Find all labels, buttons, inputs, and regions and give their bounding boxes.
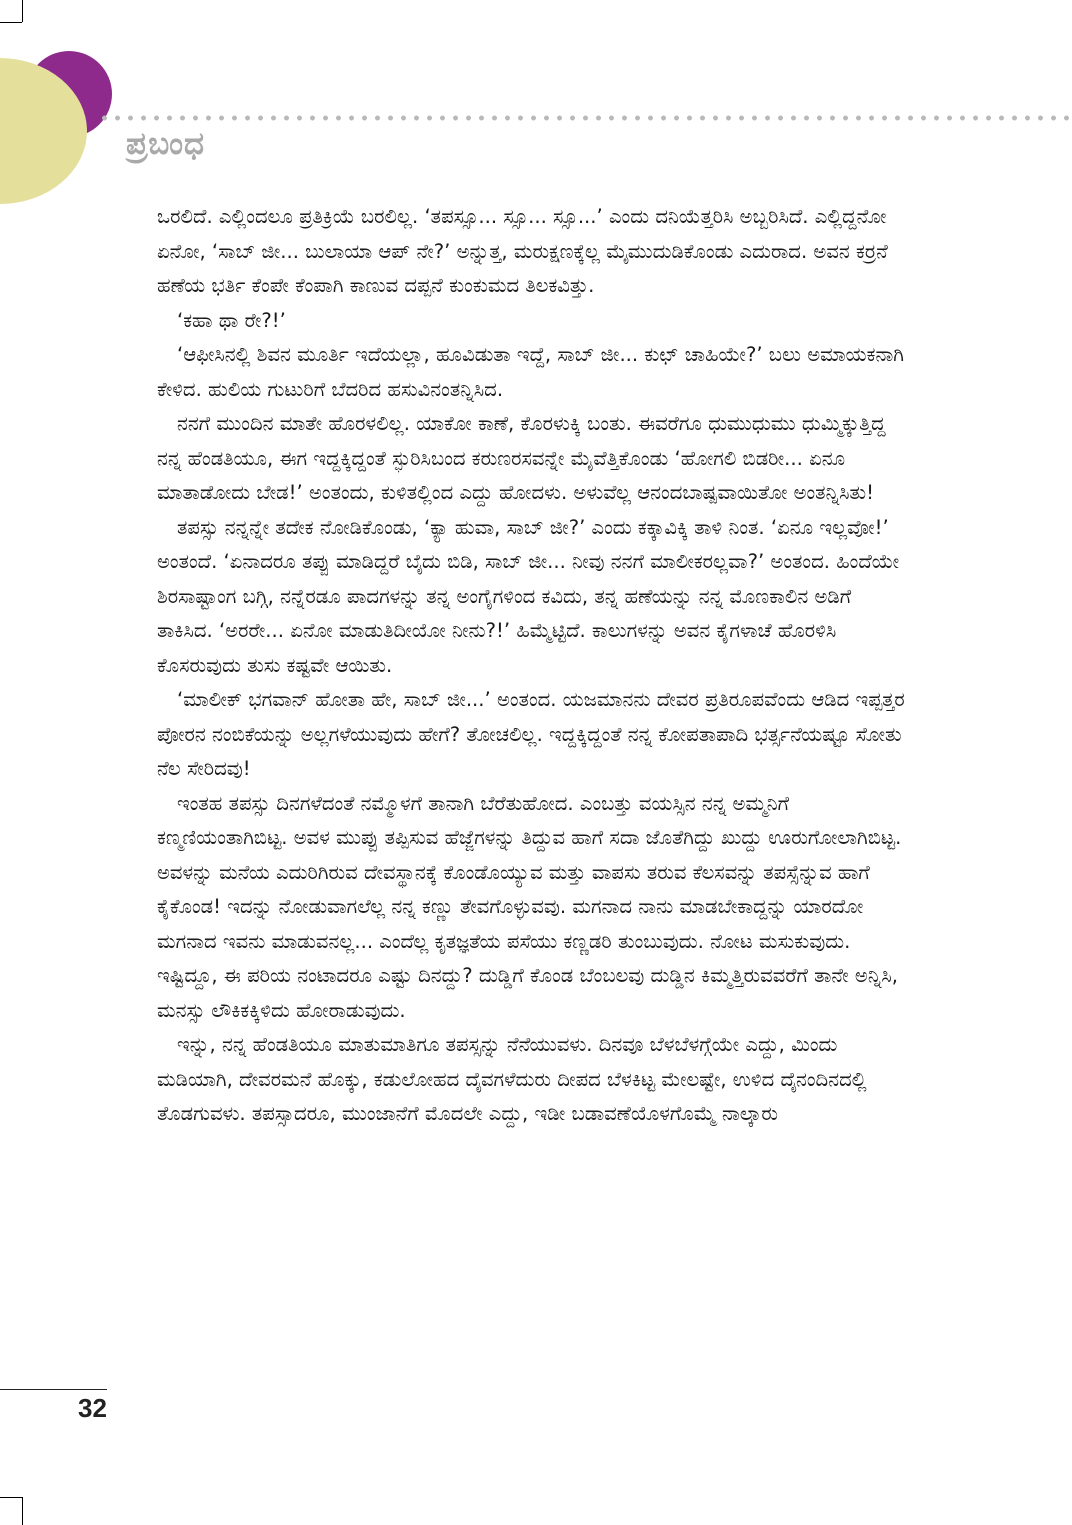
page-number: 32 xyxy=(78,1393,107,1423)
dotted-header-rule xyxy=(98,113,1072,123)
paragraph: ಇನ್ನು, ನನ್ನ ಹೆಂಡತಿಯೂ ಮಾತುಮಾತಿಗೂ ತಪಸ್ಸನ್ನು ನೆನೆಯುವಳು. ದಿನವೂ ಬೆಳಬೆಳಗ್ಗೆಯೇ ಎದ್ದು, ಮಿಂದು ಮಡಿಯಾಗಿ, ದೇವರಮನೆ ಹೊಕ್ಕು, ಕಡುಲೋಹದ ದೈವಗಳೆದುರು ದೀಪದ ಬೆಳಕಿಟ್ಟ ಮೇಲಷ್ಟೇ, ಉಳಿದ ದೈನಂದಿನದಲ್ಲಿ ತೊಡಗುವಳು. ತಪಸ್ಸಾದರೂ, ಮುಂಜಾನೆಗೆ ಮೊದಲೇ ಎದ್ದು, ಇಡೀ ಬಡಾವಣೆಯೊಳಗೊಮ್ಮೆ ನಾಲ್ಕಾರು xyxy=(157,1033,867,1125)
paragraph: ‘ಆಫೀಸಿನಲ್ಲಿ ಶಿವನ ಮೂರ್ತಿ ಇದೆಯಲ್ಲಾ, ಹೂವಿಡುತಾ ಇದ್ದೆ, ಸಾಬ್ ಜೀ... ಕುಛ್ ಚಾಹಿಯೇ?’ ಬಲು ಅಮಾಯಕನಾಗಿ ಕೇಳಿದ. ಹುಲಿಯ ಗುಟುರಿಗೆ ಬೆದರಿದ ಹಸುವಿನಂತನ್ನಿಸಿದ. xyxy=(157,343,905,401)
paragraph: ಒರಲಿದೆ. ಎಲ್ಲಿಂದಲೂ ಪ್ರತಿಕ್ರಿಯೆ ಬರಲಿಲ್ಲ. ‘ತಪಸ್ಸೂ... ಸ್ಸೂ... ಸ್ಸೂ...’ ಎಂದು ದನಿಯೆತ್ತರಿಸಿ ಅಬ್ಬರಿಸಿದೆ. ಎಲ್ಲಿದ್ದನೋ ಏನೋ, ‘ಸಾಬ್ ಜೀ... ಬುಲಾಯಾ ಆಪ್ ನೇ?’ ಅನ್ನುತ್ತ, ಮರುಕ್ಷಣಕ್ಕೆಲ್ಲ ಮೈಮುದುಡಿಕೊಂಡು ಎದುರಾದ. ಅವನ ಕರ್ರನೆ ಹಣೆಯ ಭರ್ತಿ ಕೆಂಪೇ ಕೆಂಪಾಗಿ ಕಾಣುವ ದಪ್ಪನೆ ಕುಂಕುಮದ ತಿಲಕವಿತ್ತು. xyxy=(157,205,888,297)
paragraph: ‘ಮಾಲೀಕ್ ಭಗವಾನ್ ಹೋತಾ ಹೇ, ಸಾಬ್ ಜೀ...’ ಅಂತಂದ. ಯಜಮಾನನು ದೇವರ ಪ್ರತಿರೂಪವೆಂದು ಆಡಿದ ಇಪ್ಪತ್ತರ ಪೋರನ ನಂಬಿಕೆಯನ್ನು ಅಲ್ಲಗಳೆಯುವುದು ಹೇಗೆ? ತೋಚಲಿಲ್ಲ. ಇದ್ದಕ್ಕಿದ್ದಂತೆ ನನ್ನ ಕೋಪತಾಪಾದಿ ಭರ್ತ್ಸನೆಯಷ್ಟೂ ಸೋತು ನೆಲ ಸೇರಿದವು! xyxy=(157,688,905,780)
article-body xyxy=(157,200,912,1132)
section-title: ಪ್ರಬಂಧ xyxy=(126,126,205,162)
paragraph: ಇಂತಹ ತಪಸ್ಸು ದಿನಗಳೆದಂತೆ ನಮ್ಮೊಳಗೆ ತಾನಾಗಿ ಬೆರೆತುಹೋದ. ಎಂಬತ್ತು ವಯಸ್ಸಿನ ನನ್ನ ಅಮ್ಮನಿಗೆ ಕಣ್ಮಣಿಯಂತಾಗಿಬಿಟ್ಟ. ಅವಳ ಮುಪ್ಪು ತಪ್ಪಿಸುವ ಹೆಜ್ಜೆಗಳನ್ನು ತಿದ್ದುವ ಹಾಗೆ ಸದಾ ಜೊತೆಗಿದ್ದು ಖುದ್ದು ಊರುಗೋಲಾಗಿಬಿಟ್ಟ. ಅವಳನ್ನು ಮನೆಯ ಎದುರಿಗಿರುವ ದೇವಸ್ಥಾನಕ್ಕೆ ಕೊಂಡೊಯ್ಯುವ ಮತ್ತು ವಾಪಸು ತರುವ ಕೆಲಸವನ್ನು ತಪಸ್ಸೆನ್ನುವ ಹಾಗೆ ಕೈಕೊಂಡ! ಇದನ್ನು ನೋಡುವಾಗಲೆಲ್ಲ ನನ್ನ ಕಣ್ಣು ತೇವಗೊಳ್ಳುವವು. ಮಗನಾದ ನಾನು ಮಾಡಬೇಕಾದ್ದನ್ನು ಯಾರದೋ ಮಗನಾದ ಇವನು ಮಾಡುವನಲ್ಲ... ಎಂದೆಲ್ಲ ಕೃತಜ್ಞತೆಯ ಪಸೆಯು ಕಣ್ಣಡರಿ ತುಂಬುವುದು. ನೋಟ ಮಸುಕುವುದು. ಇಷ್ಟಿದ್ದೂ, ಈ ಪರಿಯ ನಂಟಾದರೂ ಎಷ್ಟು ದಿನದ್ದು? ದುಡ್ಡಿಗೆ ಕೊಂಡ ಬೆಂಬಲವು ದುಡ್ಡಿನ ಕಿಮ್ಮತ್ತಿರುವವರೆಗೆ ತಾನೇ ಅನ್ನಿಸಿ, ಮನಸ್ಸು ಲೌಕಿಕಕ್ಕಿಳಿದು ಹೋರಾಡುವುದು. xyxy=(157,791,902,1022)
page-number-rule xyxy=(0,1389,107,1390)
crop-mark-top-h xyxy=(0,22,22,23)
crop-mark-bottom xyxy=(22,1497,23,1525)
crop-mark-top xyxy=(22,0,23,22)
crop-mark-bottom-h xyxy=(0,1497,22,1498)
paragraph: ನನಗೆ ಮುಂದಿನ ಮಾತೇ ಹೊರಳಲಿಲ್ಲ. ಯಾಕೋ ಕಾಣೆ, ಕೊರಳುಕ್ಕಿ ಬಂತು. ಈವರೆಗೂ ಧುಮುಧುಮು ಧುಮ್ಮಿಕ್ಕುತ್ತಿದ್ದ ನನ್ನ ಹೆಂಡತಿಯೂ, ಈಗ ಇದ್ದಕ್ಕಿದ್ದಂತೆ ಸ್ಫುರಿಸಿಬಂದ ಕರುಣರಸವನ್ನೇ ಮೈವೆತ್ತಿಕೊಂಡು ‘ಹೋಗಲಿ ಬಿಡರೀ... ಏನೂ ಮಾತಾಡೋದು ಬೇಡ!’ ಅಂತಂದು, ಕುಳಿತಲ್ಲಿಂದ ಎದ್ದು ಹೋದಳು. ಅಳುವೆಲ್ಲ ಆನಂದಬಾಷ್ಪವಾಯಿತೋ ಅಂತನ್ನಿಸಿತು! xyxy=(157,412,886,504)
paragraph: ತಪಸ್ಸು ನನ್ನನ್ನೇ ತದೇಕ ನೋಡಿಕೊಂಡು, ‘ಕ್ಯಾ ಹುವಾ, ಸಾಬ್ ಜೀ?’ ಎಂದು ಕಕ್ಕಾವಿಕ್ಕಿ ತಾಳಿ ನಿಂತ. ‘ಏನೂ ಇಲ್ಲವೋ!’ ಅಂತಂದೆ. ‘ಏನಾದರೂ ತಪ್ಪು ಮಾಡಿದ್ದರೆ ಬೈದು ಬಿಡಿ, ಸಾಬ್ ಜೀ... ನೀವು ನನಗೆ ಮಾಲೀಕರಲ್ಲವಾ?’ ಅಂತಂದ. ಹಿಂದೆಯೇ ಶಿರಸಾಷ್ಟಾಂಗ ಬಗ್ಗಿ, ನನ್ನೆರಡೂ ಪಾದಗಳನ್ನು ತನ್ನ ಅಂಗೈಗಳಿಂದ ಕವಿದು, ತನ್ನ ಹಣೆಯನ್ನು ನನ್ನ ಮೊಣಕಾಲಿನ ಅಡಿಗೆ ತಾಕಿಸಿದ. ‘ಅರರೇ... ಏನೋ ಮಾಡುತಿದೀಯೋ ನೀನು?!’ ಹಿಮ್ಮೆಟ್ಟಿದೆ. ಕಾಲುಗಳನ್ನು ಅವನ ಕೈಗಳಾಚೆ ಹೊರಳಿಸಿ ಕೊಸರುವುದು ತುಸು ಕಷ್ಟವೇ ಆಯಿತು. xyxy=(157,515,900,677)
paragraph: ‘ಕಹಾ ಥಾ ರೇ?!’ xyxy=(177,308,286,332)
